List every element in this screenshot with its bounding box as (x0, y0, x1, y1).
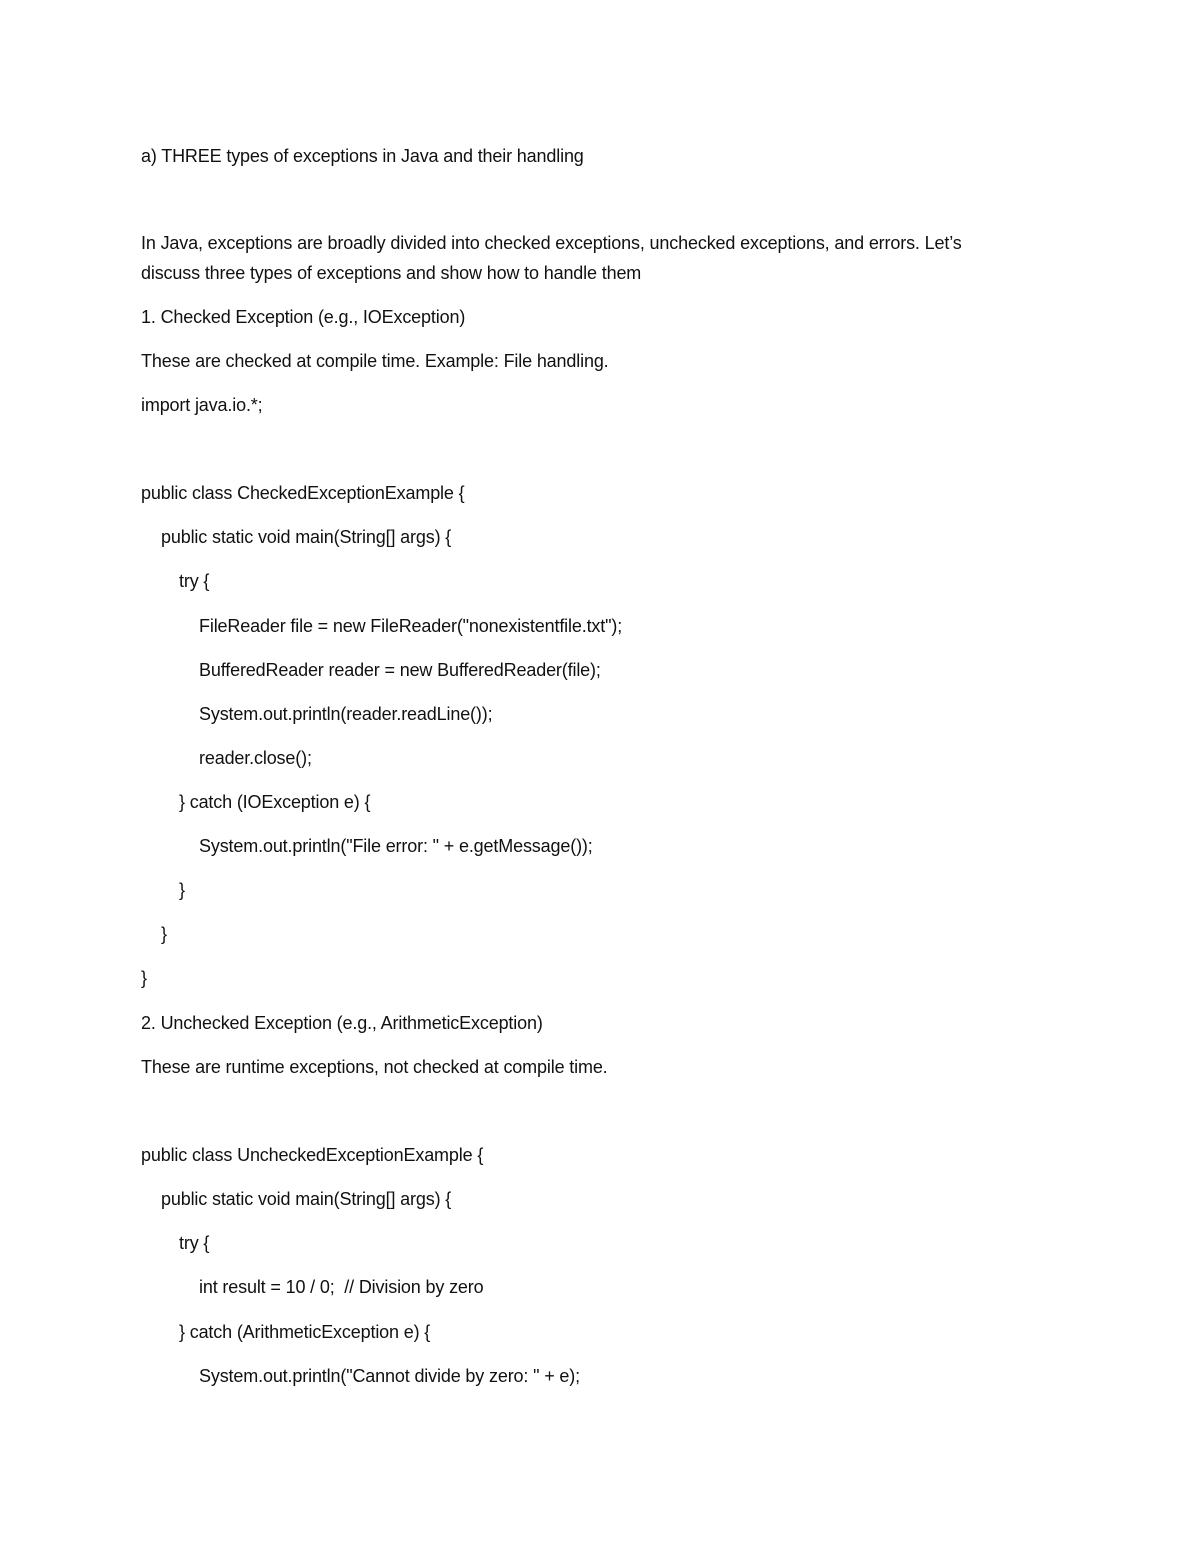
code-line: } (179, 880, 185, 900)
code-line: reader.close(); (199, 748, 312, 768)
code-line: import java.io.*; (141, 395, 263, 415)
section-1-description: These are checked at compile time. Example: File handling. (141, 351, 609, 371)
code-line: } catch (ArithmeticException e) { (179, 1322, 431, 1342)
section-1-title: 1. Checked Exception (e.g., IOException) (141, 307, 466, 327)
code-line: public static void main(String[] args) { (161, 527, 452, 547)
code-line: public class CheckedExceptionExample { (141, 483, 465, 503)
code-line: try { (179, 1233, 210, 1253)
code-line: System.out.println("Cannot divide by zero: " + e); (199, 1366, 580, 1386)
code-line: FileReader file = new FileReader("nonexistentfile.txt"); (199, 616, 623, 636)
code-line: System.out.println(reader.readLine()); (199, 704, 493, 724)
code-line: try { (179, 571, 210, 591)
code-line: BufferedReader reader = new BufferedReader(file); (199, 660, 601, 680)
code-line: } catch (IOException e) { (179, 792, 371, 812)
code-line: int result = 10 / 0; // Division by zero (199, 1277, 484, 1297)
intro-paragraph-line-2: discuss three types of exceptions and show how to handle them (141, 263, 642, 283)
document-heading: a) THREE types of exceptions in Java and their handling (141, 146, 584, 166)
code-line: System.out.println("File error: " + e.getMessage()); (199, 836, 593, 856)
intro-paragraph-line-1: In Java, exceptions are broadly divided into checked exceptions, unchecked exceptions, and errors. Let’s (141, 233, 962, 253)
code-line: public static void main(String[] args) { (161, 1189, 452, 1209)
code-line: public class UncheckedExceptionExample { (141, 1145, 484, 1165)
code-line: } (161, 924, 167, 944)
code-line: } (141, 968, 147, 988)
section-2-title: 2. Unchecked Exception (e.g., ArithmeticException) (141, 1013, 543, 1033)
section-2-description: These are runtime exceptions, not checked at compile time. (141, 1057, 608, 1077)
